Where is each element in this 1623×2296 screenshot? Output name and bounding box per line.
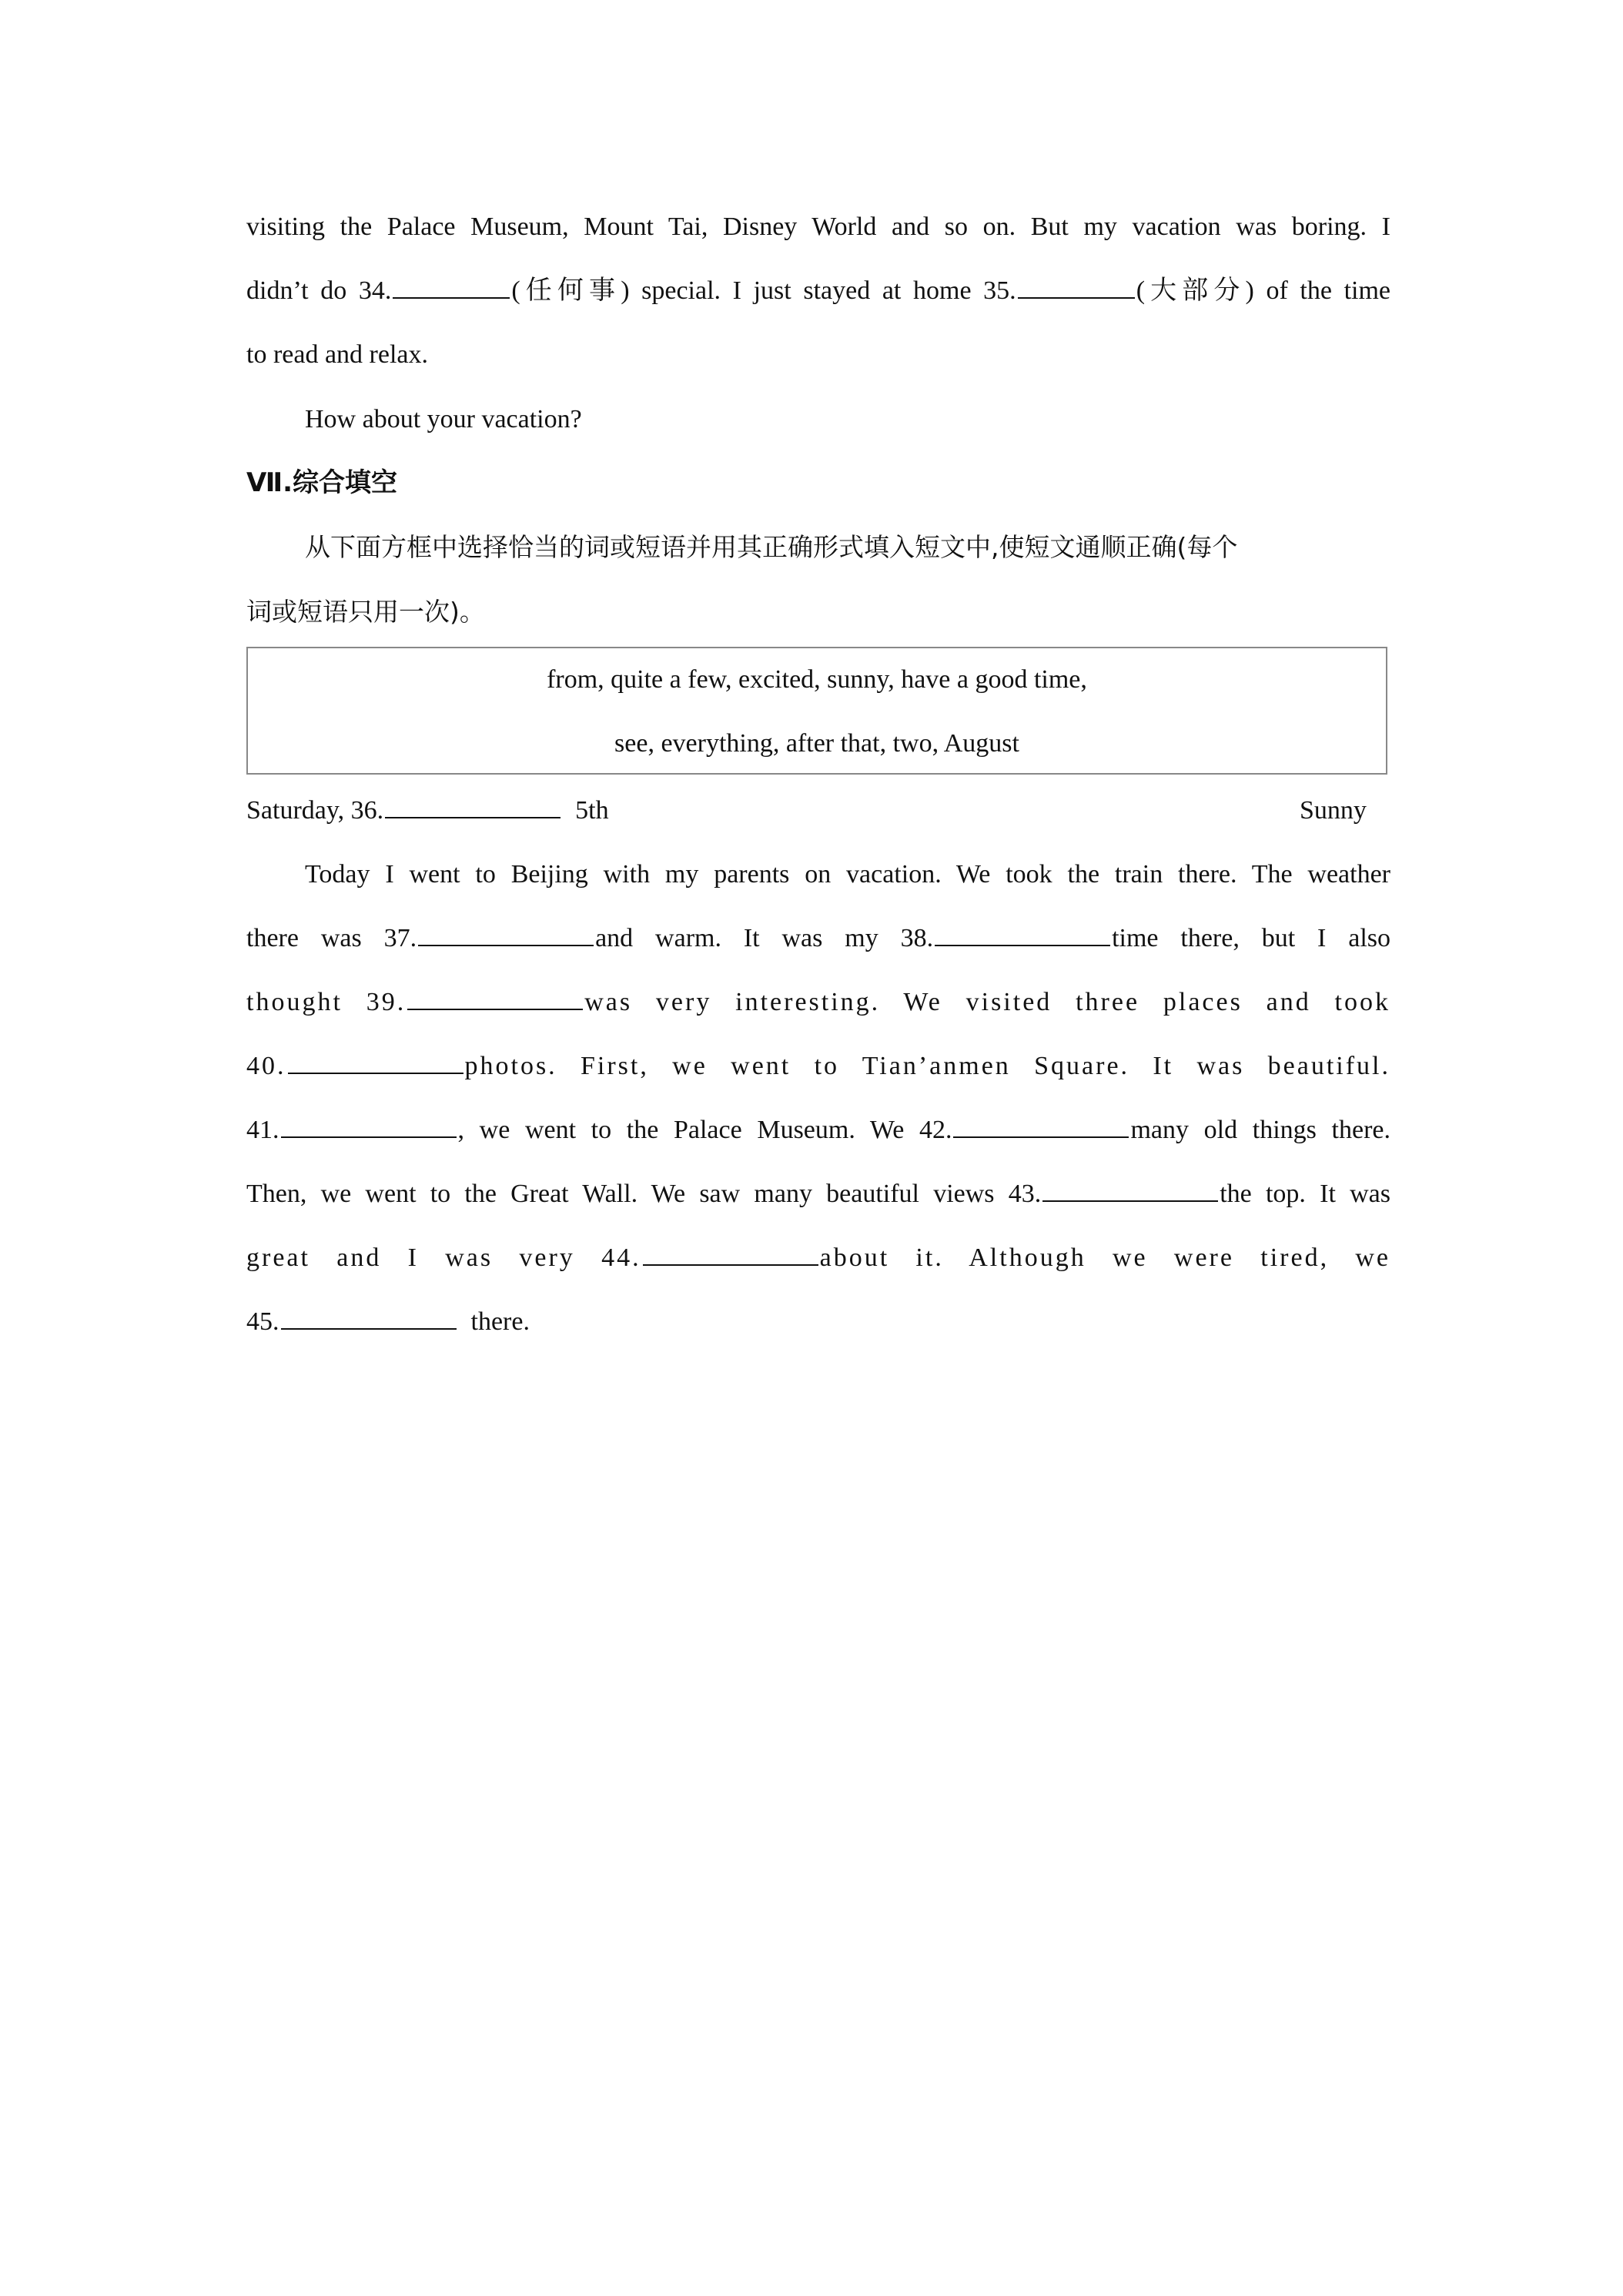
diary-text: Then, we went to the Great Wall. We saw many beautiful views 43. (246, 1180, 1042, 1208)
blank-45[interactable] (281, 1305, 457, 1330)
passage-line-1 (246, 208, 1390, 246)
blank-40[interactable] (288, 1049, 463, 1074)
diary-line-4 (246, 1047, 1390, 1086)
diary-text: about it. Although we were tired, we (819, 1243, 1391, 1272)
passage-line-3 (246, 336, 1390, 374)
blank-35[interactable] (1018, 274, 1135, 299)
passage-line-4 (246, 400, 1390, 439)
diary-text: and warm. It was my 38. (595, 924, 934, 952)
word-box-line-2: see, everything, after that, two, August (614, 729, 1019, 758)
diary-weather: Sunny (1300, 796, 1367, 825)
blank-36[interactable] (385, 794, 561, 818)
diary-text: time there, but I also (1112, 924, 1391, 952)
passage-text: (大部分) of the time (1136, 276, 1391, 305)
diary-text: was very interesting. We visited three places and took (584, 988, 1390, 1016)
blank-44[interactable] (643, 1241, 818, 1266)
date-suffix: 5th (575, 796, 609, 825)
diary-line-5 (246, 1111, 1390, 1150)
instruction-line-1 (246, 528, 1390, 567)
blank-43[interactable] (1042, 1177, 1218, 1202)
diary-text: great and I was very 44. (246, 1243, 641, 1272)
passage-text: visiting the Palace Museum, Mount Tai, Disney World and so on. But my vacation was boring. I (246, 213, 1390, 241)
diary-text: , we went to the Palace Museum. We 42. (457, 1116, 952, 1144)
diary-text: there. (470, 1307, 530, 1336)
passage-text: How about your vacation? (305, 405, 582, 433)
blank-37[interactable] (418, 922, 594, 946)
section-heading (246, 464, 1390, 502)
diary-text: 45. (246, 1307, 279, 1336)
diary-line-7 (246, 1239, 1390, 1277)
blank-41[interactable] (281, 1113, 457, 1138)
passage-text: didn’t do 34. (246, 276, 392, 305)
blank-39[interactable] (407, 986, 583, 1010)
diary-text: there was 37. (246, 924, 417, 952)
diary-text: 41. (246, 1116, 279, 1144)
blank-42[interactable] (953, 1113, 1129, 1138)
blank-38[interactable] (935, 922, 1110, 946)
passage-text: (任何事) special. I just stayed at home 35. (511, 276, 1016, 305)
date-prefix: Saturday, 36. (246, 796, 384, 825)
blank-34[interactable] (393, 274, 510, 299)
section-heading-text: Ⅶ.综合填空 (246, 467, 398, 498)
diary-line-1 (246, 855, 1390, 894)
diary-text: thought 39. (246, 988, 407, 1016)
instruction-line-2 (246, 593, 1390, 631)
diary-text: photos. First, we went to Tian’anmen Square. It was beautiful. (464, 1052, 1390, 1080)
instruction-text: 从下面方框中选择恰当的词或短语并用其正确形式填入短文中,使短文通顺正确(每个 (305, 532, 1238, 562)
diary-text: 40. (246, 1052, 286, 1080)
diary-text: the top. It was (1220, 1180, 1390, 1208)
diary-line-8 (246, 1303, 1390, 1341)
word-box-line-1: from, quite a few, excited, sunny, have a good time, (547, 665, 1087, 694)
diary-text: many old things there. (1130, 1116, 1390, 1144)
diary-line-6 (246, 1175, 1390, 1213)
passage-text: to read and relax. (246, 340, 428, 369)
instruction-text: 词或短语只用一次)。 (246, 597, 485, 627)
diary-line-3 (246, 983, 1390, 1022)
diary-line-2 (246, 919, 1390, 958)
diary-text: Today I went to Beijing with my parents on vacation. We took the train there. The weather (305, 860, 1390, 889)
passage-line-2 (246, 272, 1390, 310)
diary-date (246, 792, 609, 830)
word-box (246, 647, 1387, 775)
